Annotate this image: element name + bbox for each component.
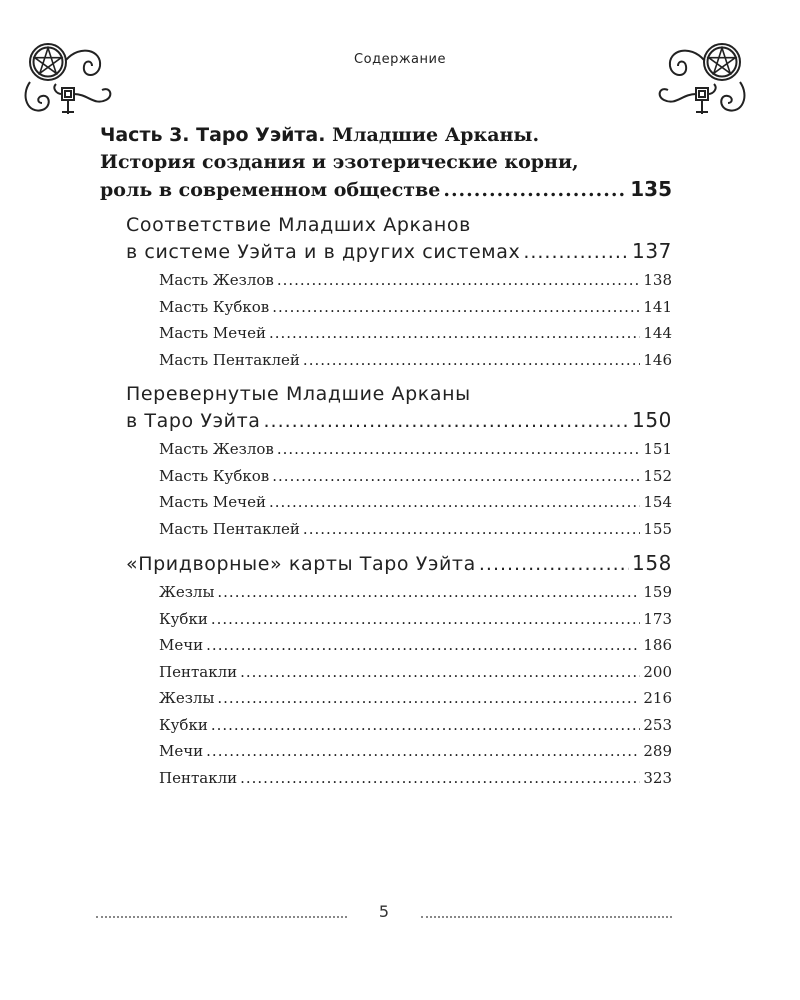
section-title: «Придворные» карты Таро Уэйта: [126, 553, 476, 575]
toc-item[interactable]: [159, 347, 672, 374]
toc-item-title: Масть Жезлов: [159, 440, 274, 458]
toc-item[interactable]: [159, 267, 672, 294]
dot-leader: [217, 685, 640, 712]
toc-section[interactable]: [126, 212, 672, 265]
dot-leader: [277, 267, 641, 294]
footer-dot-rule-right: [421, 906, 672, 918]
dot-leader: [303, 347, 640, 374]
section-title-line-1: Перевернутые Младшие Арканы: [126, 383, 471, 405]
part-title-line-2: История создания и эзотерические корни,: [100, 151, 579, 173]
toc-item[interactable]: [159, 579, 672, 606]
dot-leader: [206, 738, 640, 765]
toc-item-title: Масть Кубков: [159, 297, 270, 316]
toc-item-title: Пентакли: [159, 662, 238, 681]
part-title-rest: Младшие Арканы.: [332, 124, 540, 146]
pentacle-swirl-ornament-icon: [656, 38, 748, 120]
toc-item-title: Кубки: [159, 715, 208, 734]
dot-leader: [277, 436, 641, 463]
section-title-line: [126, 238, 672, 265]
running-header: Содержание: [354, 52, 446, 67]
toc-item[interactable]: [159, 463, 672, 490]
toc-item-page-number: 138: [643, 271, 672, 289]
toc-item[interactable]: [159, 436, 672, 463]
toc-item-page-number: 200: [643, 662, 672, 681]
toc-item-title: Жезлы: [159, 689, 215, 707]
part-title-line-1: [100, 122, 672, 149]
toc-item-page-number: 155: [643, 519, 672, 538]
part-title-line-3: [100, 176, 672, 204]
toc-item-title: Масть Мечей: [159, 493, 266, 511]
toc-item-title: Мечи: [159, 742, 204, 760]
footer-dot-rule-left: [96, 906, 347, 918]
toc-item[interactable]: [159, 516, 672, 543]
toc-item-page-number: 151: [643, 440, 672, 458]
toc-item[interactable]: [159, 320, 672, 347]
dot-leader: [240, 765, 640, 792]
dot-leader: [263, 408, 629, 434]
table-of-contents: [100, 122, 672, 791]
dot-leader: [240, 659, 640, 686]
toc-section[interactable]: [126, 381, 672, 434]
section-title-line: [126, 407, 672, 434]
toc-section[interactable]: [126, 550, 672, 577]
dot-leader: [269, 320, 640, 347]
toc-item[interactable]: [159, 659, 672, 686]
toc-item-title: Жезлы: [159, 583, 215, 601]
toc-item[interactable]: [159, 632, 672, 659]
toc-item-page-number: 216: [643, 689, 672, 707]
toc-item[interactable]: [159, 738, 672, 765]
toc-item-page-number: 323: [643, 768, 672, 787]
dot-leader: [523, 239, 629, 265]
toc-item-page-number: 146: [643, 350, 672, 369]
section-page-number: 158: [632, 551, 672, 575]
toc-item-title: Масть Жезлов: [159, 271, 274, 289]
toc-item-page-number: 141: [643, 297, 672, 316]
toc-item[interactable]: [159, 712, 672, 739]
toc-item-page-number: 152: [643, 466, 672, 485]
toc-item-page-number: 154: [643, 493, 672, 511]
toc-item[interactable]: [159, 685, 672, 712]
pentacle-swirl-ornament-icon: [22, 38, 114, 120]
toc-item-title: Мечи: [159, 636, 204, 654]
part-title-text: роль в современном обществе: [100, 179, 441, 201]
dot-leader: [272, 463, 640, 490]
toc-item-page-number: 159: [643, 583, 672, 601]
dot-leader: [269, 489, 640, 516]
toc-item-title: Масть Пентаклей: [159, 519, 300, 538]
toc-item-list: [159, 267, 672, 373]
toc-item-title: Масть Мечей: [159, 324, 266, 342]
toc-part[interactable]: [100, 122, 672, 204]
dot-leader: [479, 551, 629, 577]
page-footer: [96, 902, 672, 921]
section-title-line: [126, 550, 672, 577]
section-page-number: 137: [632, 239, 672, 263]
section-title: в Таро Уэйта: [126, 410, 261, 432]
dot-leader: [217, 579, 640, 606]
toc-item-page-number: 173: [643, 609, 672, 628]
dot-leader: [443, 177, 627, 204]
toc-item-list: [159, 579, 672, 791]
dot-leader: [272, 294, 640, 321]
toc-item-title: Кубки: [159, 609, 208, 628]
section-title: в системе Уэйта и в других системах: [126, 241, 521, 263]
dot-leader: [206, 632, 640, 659]
section-title-line-1: Соответствие Младших Арканов: [126, 214, 471, 236]
dot-leader: [211, 606, 641, 633]
section-page-number: 150: [632, 408, 672, 432]
toc-item[interactable]: [159, 294, 672, 321]
toc-item-page-number: 253: [643, 715, 672, 734]
toc-item-page-number: 144: [643, 324, 672, 342]
dot-leader: [303, 516, 640, 543]
toc-item[interactable]: [159, 606, 672, 633]
toc-item-title: Масть Пентаклей: [159, 350, 300, 369]
toc-item[interactable]: [159, 489, 672, 516]
part-label: Часть 3. Таро Уэйта.: [100, 124, 326, 146]
part-page-number: 135: [630, 177, 672, 201]
dot-leader: [211, 712, 641, 739]
toc-sections: [100, 212, 672, 791]
toc-item-title: Пентакли: [159, 768, 238, 787]
toc-item-title: Масть Кубков: [159, 466, 270, 485]
toc-item-page-number: 186: [643, 636, 672, 654]
page-number: 5: [378, 902, 390, 921]
toc-item[interactable]: [159, 765, 672, 792]
toc-item-list: [159, 436, 672, 542]
toc-item-page-number: 289: [643, 742, 672, 760]
